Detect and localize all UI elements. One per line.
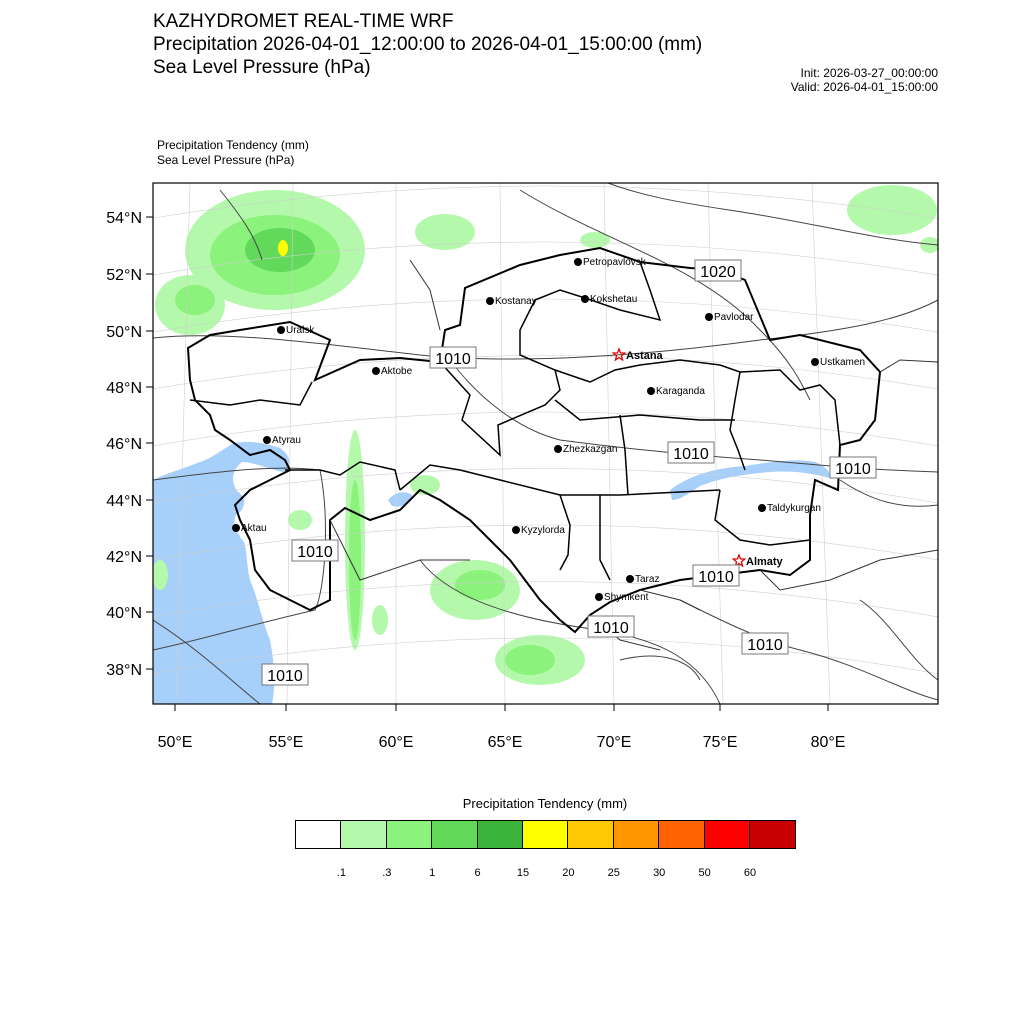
lon-label: 70°E: [596, 734, 632, 751]
colorbar-cell: [296, 821, 341, 848]
city-label: Petropavlovsk: [583, 257, 646, 268]
city-marker: [486, 297, 494, 305]
lat-label: 38°N: [106, 662, 142, 679]
lat-label: 50°N: [106, 324, 142, 341]
isobar-label: 1010: [593, 620, 629, 637]
city-marker: [263, 436, 271, 444]
lon-label: 50°E: [157, 734, 193, 751]
colorbar-cell: [478, 821, 523, 848]
lat-label: 52°N: [106, 267, 142, 284]
city-marker: [705, 313, 713, 321]
city-marker: [512, 526, 520, 534]
city-label: Kokshetau: [590, 294, 638, 305]
isobar-label: 1010: [673, 446, 709, 463]
capital-label: Almaty: [746, 556, 783, 568]
lon-label: 55°E: [268, 734, 304, 751]
capital-label: Astana: [626, 350, 663, 362]
city-marker: [574, 258, 582, 266]
lon-label: 65°E: [487, 734, 523, 751]
colorbar-cell: [659, 821, 704, 848]
colorbar-label: 1: [429, 867, 436, 879]
city-label: Ustkamen: [820, 357, 866, 368]
isobar-label: 1010: [747, 637, 783, 654]
city-label: Shymkent: [604, 592, 649, 603]
city-marker: [581, 295, 589, 303]
colorbar-cell: [614, 821, 659, 848]
title-line-3: Sea Level Pressure (hPa): [153, 57, 371, 78]
city-label: Aktobe: [381, 366, 413, 377]
colorbar-label: 25: [607, 867, 620, 879]
lat-label: 54°N: [106, 210, 142, 227]
subtitle-slp: Sea Level Pressure (hPa): [157, 153, 295, 167]
city-label: Taraz: [635, 574, 660, 585]
colorbar: [295, 820, 796, 849]
city-marker: [626, 575, 634, 583]
isobar-label: 1010: [297, 544, 333, 561]
colorbar-label: 20: [562, 867, 575, 879]
city-label: Kostanay: [495, 296, 537, 307]
colorbar-label: 15: [516, 867, 530, 879]
city-label: Taldykurgan: [767, 503, 821, 514]
title-line-1: KAZHYDROMET REAL-TIME WRF: [153, 11, 454, 32]
valid-time: Valid: 2026-04-01_15:00:00: [790, 80, 938, 94]
city-label: Karaganda: [656, 386, 705, 397]
lat-label: 48°N: [106, 380, 142, 397]
colorbar-cell: [341, 821, 386, 848]
city-label: Atyrau: [272, 435, 301, 446]
colorbar-cell: [568, 821, 613, 848]
latitude-ticks: [106, 210, 153, 679]
city-label: Aktau: [241, 523, 267, 534]
lat-label: 40°N: [106, 605, 142, 622]
longitude-ticks: [158, 704, 846, 751]
city-label: Zhezkazgan: [563, 444, 618, 455]
subtitle-precip: Precipitation Tendency (mm): [157, 138, 309, 152]
city-marker: [372, 367, 380, 375]
colorbar-label: .3: [382, 867, 392, 879]
lat-label: 42°N: [106, 549, 142, 566]
init-time: Init: 2026-03-27_00:00:00: [800, 66, 938, 80]
isobar-label: 1010: [698, 569, 734, 586]
colorbar-cell: [705, 821, 750, 848]
city-marker: [595, 593, 603, 601]
lon-label: 60°E: [378, 734, 414, 751]
legend-title: Precipitation Tendency (mm): [462, 796, 628, 811]
lat-label: 44°N: [106, 493, 142, 510]
lat-label: 46°N: [106, 436, 142, 453]
lon-label: 80°E: [810, 734, 846, 751]
lon-label: 75°E: [702, 734, 738, 751]
city-marker: [277, 326, 285, 334]
colorbar-label: .1: [336, 867, 346, 879]
city-label: Kyzylorda: [521, 525, 565, 536]
city-marker: [232, 524, 240, 532]
isobar-label: 1020: [700, 264, 736, 281]
colorbar-cell: [432, 821, 477, 848]
title-line-2: Precipitation 2026-04-01_12:00:00 to 2026-04-01_15:00:00 (mm): [153, 34, 703, 55]
colorbar-cell: [750, 821, 795, 848]
colorbar-label: 50: [698, 867, 711, 879]
colorbar-label: 6: [474, 867, 481, 879]
colorbar-label: 60: [743, 867, 757, 879]
city-marker: [758, 504, 766, 512]
city-marker: [647, 387, 655, 395]
isobar-label: 1010: [835, 461, 871, 478]
colorbar-label: 30: [653, 867, 666, 879]
city-label: Pavlodar: [714, 312, 754, 323]
colorbar-cell: [523, 821, 568, 848]
colorbar-cell: [387, 821, 432, 848]
city-label: Uralsk: [286, 325, 315, 336]
isobar-label: 1010: [267, 668, 303, 685]
city-marker: [554, 445, 562, 453]
city-marker: [811, 358, 819, 366]
isobar-label: 1010: [435, 351, 471, 368]
